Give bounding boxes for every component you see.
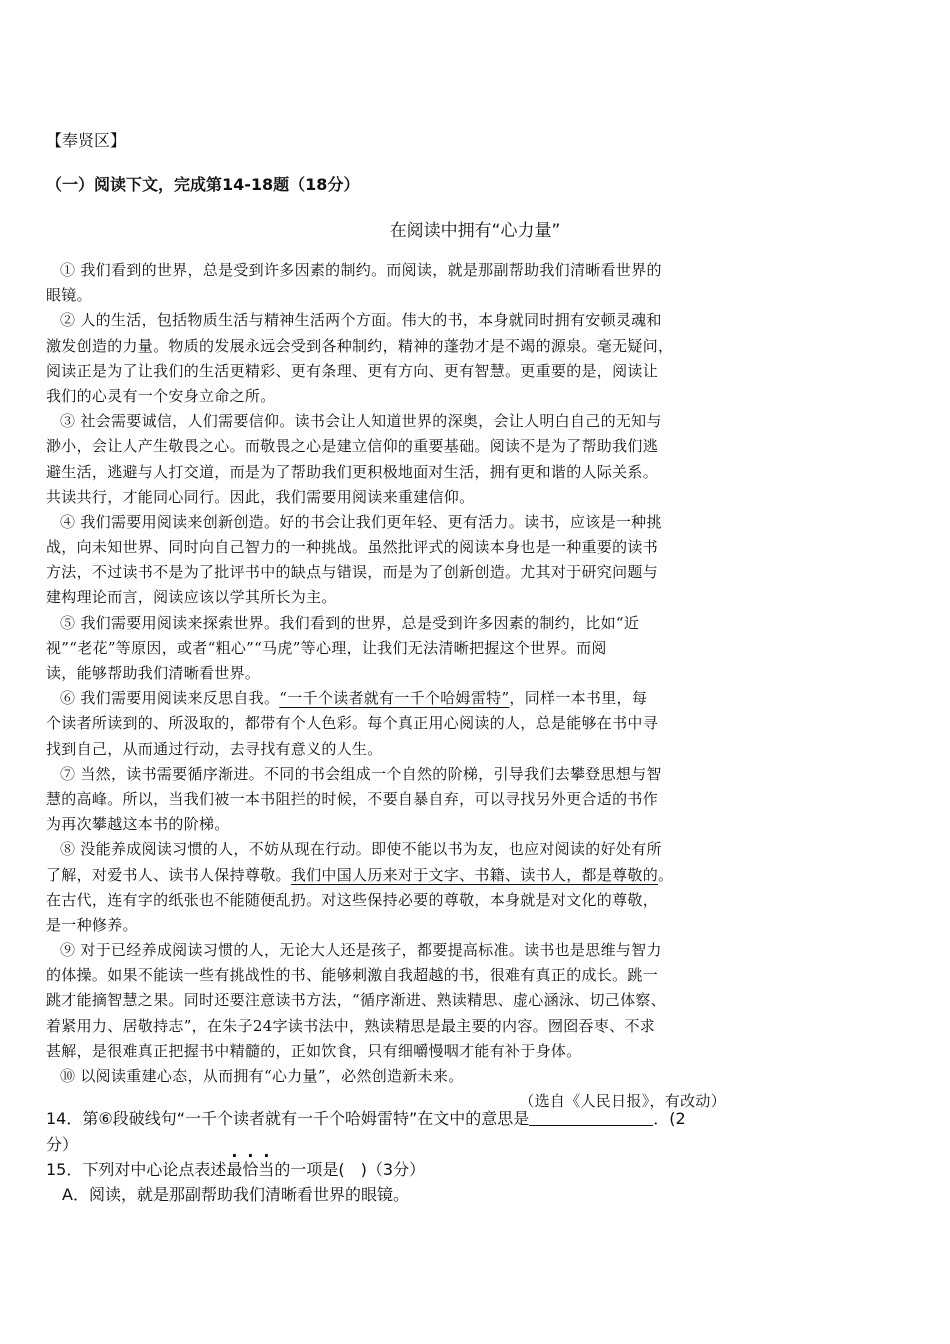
text-span: 了解，对爱书人、读书人保持尊敬。 xyxy=(46,865,291,884)
question-text: 14．第⑥段破线句“一千个读者就有一千个哈姆雷特”在文中的意思是 xyxy=(46,1109,530,1128)
underlined-sentence: 我们中国人历来对于文字、书籍、读书人，都是尊敬的 xyxy=(290,865,659,884)
text-line: ⑧ 没能养成阅读习惯的人，不妨从现在行动。即使不能以书为友，也应对阅读的好处有所 xyxy=(60,840,662,859)
text-span: 。 xyxy=(658,865,674,884)
text-line: 阅读正是为了让我们的生活更精彩、更有条理、更有方向、更有智慧。更重要的是，阅读让 xyxy=(46,361,659,380)
emphasis-char: 最 xyxy=(226,1160,243,1179)
text-span: ⑥ 我们需要用阅读来反思自我。 xyxy=(60,689,280,708)
text-line: 视”“老花”等原因，或者“粗心”“马虎”等心理，让我们无法清晰把握这个世界。而阅 xyxy=(46,638,607,657)
text-line: 战，向未知世界、同时向自己智力的一种挑战。虽然批评式的阅读本身也是一种重要的读书 xyxy=(46,538,659,557)
question-14-score: 分） xyxy=(46,1135,79,1154)
text-line: 慧的高峰。所以，当我们被一本书阻拦的时候，不要自暴自弃，可以寻找另外更合适的书作 xyxy=(46,789,659,808)
text-line: 共读共行，才能同心同行。因此，我们需要用阅读来重建信仰。 xyxy=(46,487,475,506)
text-line: 个读者所读到的、所汲取的，都带有个人色彩。每个真正用心阅读的人，总是能够在书中寻 xyxy=(46,714,659,733)
question-14 xyxy=(46,1106,686,1129)
paragraph-8 xyxy=(46,837,736,938)
paragraph-9 xyxy=(46,938,736,1064)
paragraph-2 xyxy=(46,308,736,409)
text-line: 找到自己，从而通过行动，去寻找有意义的人生。 xyxy=(46,739,383,758)
question-15 xyxy=(46,1157,425,1180)
text-line: 的体操。如果不能读一些有挑战性的书、能够刺激自我超越的书，很难有真正的成长。跳一 xyxy=(46,966,659,985)
text-line: ⑨ 对于已经养成阅读习惯的人，无论大人还是孩子，都要提高标准。读书也是思维与智力 xyxy=(60,941,662,960)
text-line: 渺小，会让人产生敬畏之心。而敬畏之心是建立信仰的重要基础。阅读不是为了帮助我们逃 xyxy=(46,437,659,456)
text-line: 方法，不过读书不是为了批评书中的缺点与错误，而是为了创新创造。尤其对于研究问题与 xyxy=(46,563,659,582)
paragraph-1 xyxy=(46,258,736,308)
text-line: 读，能够帮助我们清晰看世界。 xyxy=(46,664,261,682)
question-text: 的一项是( )（3分） xyxy=(274,1160,426,1179)
text-line: ⑤ 我们需要用阅读来探索世界。我们看到的世界，总是受到许多因素的制约，比如“近 xyxy=(60,613,640,632)
text-line: 激发创造的力量。物质的发展永远会受到各种制约，精神的蓬勃才是不竭的源泉。毫无疑问， xyxy=(46,336,674,355)
text-line: ③ 社会需要诚信，人们需要信仰。读书会让人知道世界的深奥，会让人明白自己的无知与 xyxy=(60,412,662,431)
answer-blank[interactable] xyxy=(529,1109,653,1126)
text-line: 跳才能摘智慧之果。同时还要注意读书方法，“循序渐进、熟读精思、虚心涵泳、切己体察、 xyxy=(46,991,666,1010)
text-line: 着紧用力、居敬持志”，在朱子24字读书法中，熟读精思是最主要的内容。囫囵吞枣、不求 xyxy=(46,1016,656,1035)
text-line: 眼镜。 xyxy=(46,286,92,305)
text-line: ② 人的生活，包括物质生活与精神生活两个方面。伟大的书，本身就同时拥有安顿灵魂和 xyxy=(60,311,662,330)
text-line: ④ 我们需要用阅读来创新创造。好的书会让我们更年轻、更有活力。读书，应该是一种挑 xyxy=(60,512,662,531)
text-line: 为再次攀越这本书的阶梯。 xyxy=(46,815,230,834)
section-heading: （一）阅读下文，完成第14-18题（18分） xyxy=(46,175,360,194)
text-line: 我们的心灵有一个安身立命之所。 xyxy=(46,386,276,405)
article-title: 在阅读中拥有“心力量” xyxy=(389,221,561,241)
underlined-quote: “一千个读者就有一千个哈姆雷特” xyxy=(279,689,510,708)
text-line: 甚解，是很难真正把握书中精髓的，正如饮食，只有细嚼慢咽才能有补于身体。 xyxy=(46,1041,582,1060)
paragraph-6 xyxy=(46,686,736,762)
text-line xyxy=(46,686,736,711)
question-score: ．(2 xyxy=(653,1109,686,1128)
paragraph-3 xyxy=(46,409,736,510)
text-line: 是一种修养。 xyxy=(46,915,138,934)
district-label: 【奉贤区】 xyxy=(46,131,127,150)
text-line xyxy=(46,863,736,888)
source-citation: （选自《人民日报》，有改动） xyxy=(519,1092,726,1111)
text-line: 避生活，逃避与人打交道，而是为了帮助我们更积极地面对生活，拥有更和谐的人际关系。 xyxy=(46,462,659,481)
question-text: 15．下列对中心论点表述 xyxy=(46,1160,227,1179)
text-line: ① 我们看到的世界，总是受到许多因素的制约。而阅读，就是那副帮助我们清晰看世界的 xyxy=(60,261,662,279)
text-line: ⑦ 当然，读书需要循序渐进。不同的书会组成一个自然的阶梯，引导我们去攀登思想与智 xyxy=(60,764,662,783)
text-line: 建构理论而言，阅读应该以学其所长为主。 xyxy=(46,588,337,607)
emphasis-char: 恰 xyxy=(242,1160,259,1179)
option-a[interactable]: A．阅读，就是那副帮助我们清晰看世界的眼镜。 xyxy=(62,1185,409,1204)
paragraph-10: ⑩ 以阅读重建心态，从而拥有“心力量”，必然创造新未来。 xyxy=(60,1067,464,1085)
paragraph-7 xyxy=(46,762,736,838)
text-span: ，同样一本书里，每 xyxy=(509,689,648,708)
paragraph-5 xyxy=(46,611,736,687)
text-line: 在古代，连有字的纸张也不能随便乱扔。对这些保持必要的尊敬，本身就是对文化的尊敬， xyxy=(46,890,659,909)
paragraph-4 xyxy=(46,510,736,611)
emphasis-char: 当 xyxy=(258,1160,275,1179)
passage-body xyxy=(46,258,736,1114)
